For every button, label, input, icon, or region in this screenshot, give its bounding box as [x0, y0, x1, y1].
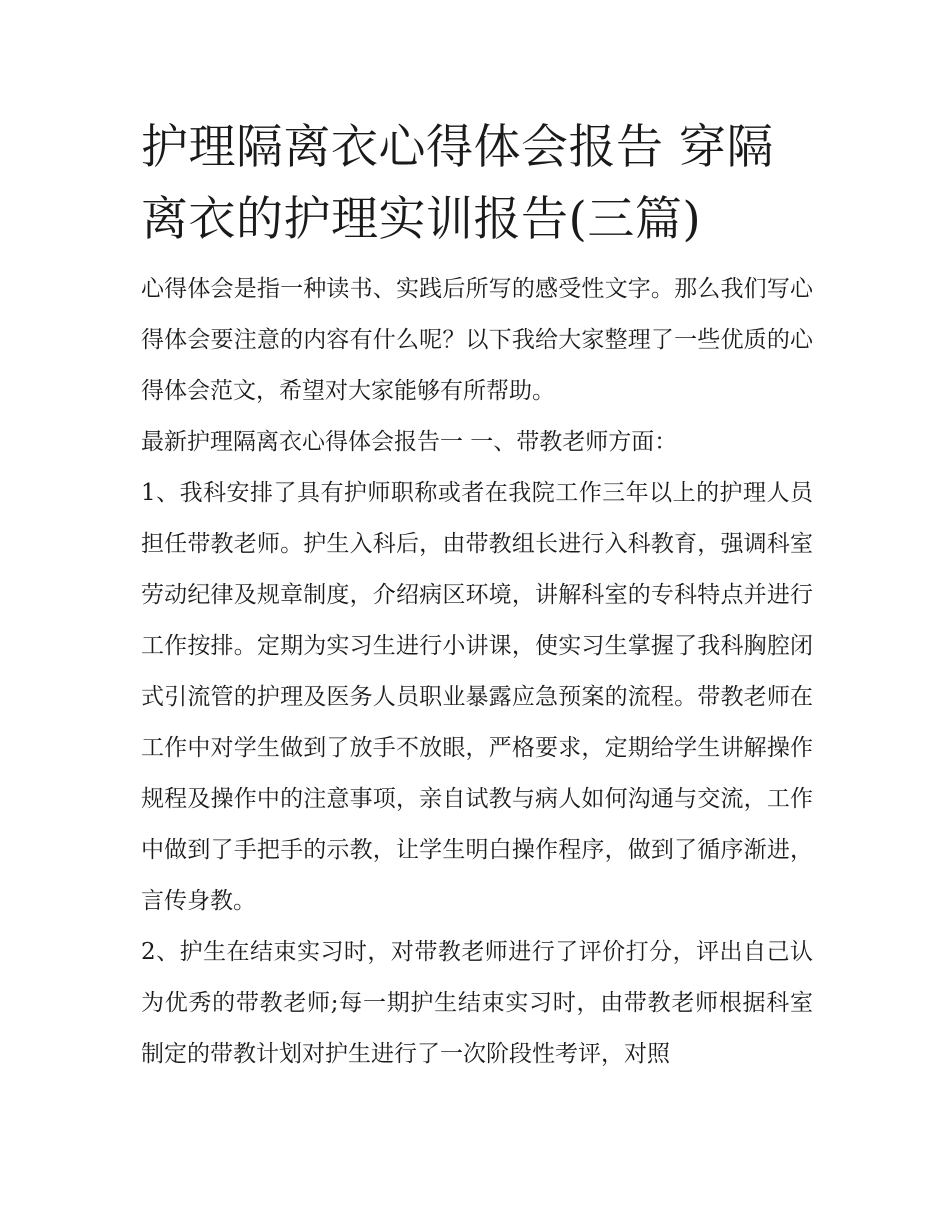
document-title: 护理隔离衣心得体会报告 穿隔离衣的护理实训报告(三篇)	[141, 120, 774, 247]
point-two-paragraph: 2、护生在结束实习时，对带教老师进行了评价打分，评出自己认为优秀的带教老师;每一期护生结束实习时，由带教老师根据科室制定的带教计划对护生进行了一次阶段性考评，对照	[141, 939, 813, 1067]
point-one-paragraph: 1、我科安排了具有护师职称或者在我院工作三年以上的护理人员担任带教老师。护生入科后，由带教组长进行入科教育，强调科室劳动纪律及规章制度，介绍病区环境，讲解科室的专科特点并进行工作按排。定期为实习生进行小讲课，使实习生掌握了我科胸腔闭式引流管的护理及医务人员职业暴露应急预案的流程。带教老师在工作中对学生做到了放手不放眼，严格要求，定期给学生讲解操作规程及操作中的注意事项，亲自试教与病人如何沟通与交流，工作中做到了手把手的示教，让学生明白操作程序，做到了循序渐进，言传身教。	[141, 480, 813, 914]
document-page	[141, 112, 813, 1080]
section-heading-paragraph: 最新护理隔离衣心得体会报告一 一、带教老师方面：	[141, 429, 678, 455]
intro-paragraph: 心得体会是指一种读书、实践后所写的感受性文字。那么我们写心得体会要注意的内容有什么呢？以下我给大家整理了一些优质的心得体会范文，希望对大家能够有所帮助。	[141, 276, 813, 404]
